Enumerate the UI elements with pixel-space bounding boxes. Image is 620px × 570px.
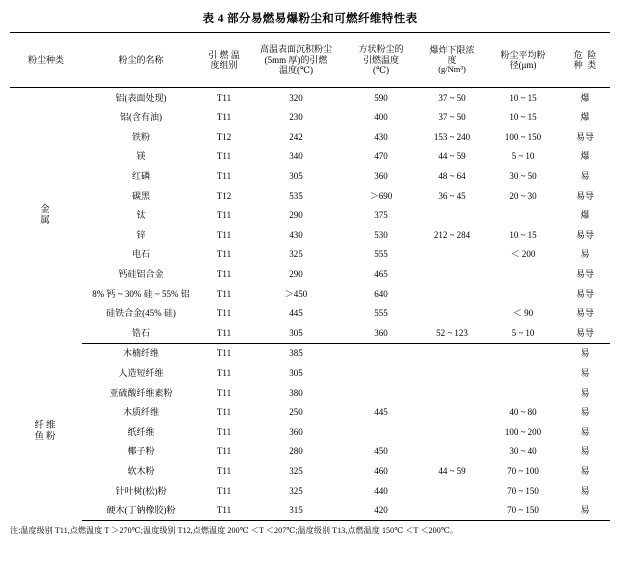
table-row: [10, 383, 610, 403]
cell-temp-group: T11: [216, 387, 232, 398]
table-row: [10, 461, 610, 481]
cell-lel: [418, 264, 486, 284]
cell-temp-group: T11: [216, 229, 232, 240]
cell-deposit-temp: 305: [289, 367, 303, 378]
cell-diameter: 10 ~ 15: [509, 112, 537, 123]
col-header-deposit-ignition-temp: [248, 33, 344, 88]
cell-cloud-temp: 430: [374, 131, 388, 142]
cell-dust-name: 锌: [136, 229, 146, 240]
col-header-mean-diameter: [486, 33, 560, 88]
category-cell-fiber: [10, 343, 82, 520]
cell-temp-group: T11: [216, 485, 232, 496]
dust-properties-table: [10, 32, 610, 521]
cell-temp-group: T11: [216, 348, 232, 359]
category-metal-line2: 属: [40, 215, 52, 226]
cell-diameter: [486, 264, 560, 284]
cell-deposit-temp: 230: [289, 112, 303, 123]
cell-hazard: 易: [580, 426, 590, 437]
cell-diameter: 70 ~ 100: [507, 465, 539, 476]
cell-hazard: 易: [580, 485, 590, 496]
category-fiber-line2: 鱼粉: [34, 431, 58, 442]
col-header-deposit-line2: (5mm 厚)的引燃: [264, 54, 328, 65]
cell-lel: [418, 363, 486, 383]
cell-lel: 44 ~ 59: [438, 151, 466, 162]
cell-diameter: 30 ~ 50: [509, 171, 537, 181]
category-fiber-line1: 纤维: [34, 420, 58, 431]
cell-cloud-temp: 450: [374, 446, 388, 457]
cell-dust-name: 8% 钙 ~ 30% 硅 ~ 55% 铝: [92, 288, 190, 299]
cell-lel: 48 ~ 64: [438, 171, 466, 181]
cell-cloud-temp: 470: [374, 151, 388, 162]
cell-diameter: [486, 383, 560, 403]
table-body-metals: [10, 88, 610, 344]
table-row: [10, 147, 610, 167]
cell-hazard: 易导: [575, 308, 594, 319]
table-row: [10, 481, 610, 501]
cell-cloud-temp: 445: [374, 407, 388, 418]
cell-cloud-temp: 360: [344, 323, 418, 343]
cell-diameter: [486, 363, 560, 383]
cell-deposit-temp: 250: [289, 407, 303, 418]
cell-diameter: ＜ 90: [512, 308, 534, 319]
table-caption: 表 4 部分易燃易爆粉尘和可燃纤维特性表: [202, 13, 418, 25]
cell-hazard: 易: [580, 387, 590, 398]
cell-deposit-temp: 385: [289, 348, 303, 359]
table-row: [10, 500, 610, 520]
table-row: [10, 206, 610, 226]
cell-deposit-temp: 315: [248, 500, 344, 520]
cell-hazard: 爆: [580, 210, 590, 221]
cell-lel: [418, 245, 486, 265]
cell-diameter: [486, 284, 560, 304]
cell-dust-name: 软木粉: [127, 465, 155, 476]
cell-dust-name: 针叶树(松)粉: [115, 485, 167, 496]
cell-diameter: 70 ~ 150: [486, 500, 560, 520]
col-header-hazard-line2: [560, 60, 610, 70]
col-header-dust-category: [10, 33, 82, 88]
cell-diameter: 5 ~ 10: [486, 323, 560, 343]
cell-dust-name: 电石: [131, 249, 150, 260]
cell-temp-group: T12: [216, 190, 232, 201]
cell-cloud-temp: 360: [374, 171, 388, 181]
cell-dust-name: 亚硫酸纤维素粉: [109, 387, 173, 398]
cell-diameter: ＜ 200: [510, 249, 536, 260]
cell-deposit-temp: 290: [289, 268, 303, 279]
cell-deposit-temp: 320: [289, 92, 303, 103]
table-row: [10, 422, 610, 442]
cell-hazard: 易导: [560, 323, 610, 343]
cell-deposit-temp: 360: [289, 426, 303, 437]
cell-hazard: 易: [580, 348, 590, 359]
table-row: [10, 264, 610, 284]
cell-cloud-temp: [344, 383, 418, 403]
cell-lel: [418, 284, 486, 304]
cell-temp-group: T11: [216, 446, 232, 457]
cell-temp-group: T11: [216, 268, 232, 279]
cell-lel: 212 ~ 284: [433, 229, 471, 240]
cell-temp-group: T11: [216, 465, 232, 476]
table-row: [10, 403, 610, 423]
cell-deposit-temp: 242: [289, 131, 303, 142]
cell-cloud-temp: 465: [374, 268, 388, 279]
table-header: [10, 33, 610, 88]
cell-lel: [418, 343, 486, 363]
cell-cloud-temp: 590: [374, 92, 388, 103]
col-header-temp-group-line2: 度组别: [210, 60, 238, 70]
cell-dust-name: 木质纤维: [122, 407, 159, 418]
cell-temp-group: T11: [200, 500, 248, 520]
cell-diameter: [486, 206, 560, 226]
cell-dust-name: 锆石: [82, 323, 200, 343]
cell-cloud-temp: 440: [374, 485, 388, 496]
table-row: [10, 323, 610, 343]
col-header-lel-unit: (g/Nm³): [438, 64, 466, 75]
category-metal-line1: 金: [40, 204, 52, 215]
col-header-dust-name-line1: 粉尘的名称: [118, 54, 164, 65]
col-header-cloud-line2: 引燃温度: [362, 54, 399, 65]
table-row: [10, 186, 610, 206]
cell-cloud-temp: 640: [374, 288, 388, 299]
cell-deposit-temp: 305: [248, 323, 344, 343]
cell-lel: [418, 500, 486, 520]
cell-dust-name: 钛: [136, 210, 146, 221]
table-row: [10, 245, 610, 265]
cell-dust-name: 椰子粉: [127, 446, 155, 457]
table-body-fibers: [10, 343, 610, 520]
header-row: [10, 33, 610, 88]
col-header-lel-line1: 爆炸下限浓: [429, 44, 475, 55]
table-row: [10, 442, 610, 462]
cell-deposit-temp: 325: [289, 485, 303, 496]
cell-hazard: 易: [560, 500, 610, 520]
col-header-hazard-type: [560, 33, 610, 88]
col-header-lel-line2: 度: [447, 55, 457, 66]
cell-diameter: 10 ~ 15: [509, 229, 537, 240]
hazard-header-char-2: 险: [587, 49, 597, 60]
cell-temp-group: T11: [216, 151, 232, 162]
cell-deposit-temp: 325: [289, 249, 303, 260]
hazard-header-char-3: 种: [573, 60, 583, 70]
cell-hazard: 爆: [580, 151, 590, 162]
col-header-diameter-line1: 粉尘平均粉: [500, 49, 546, 60]
table-footnote: 注:温度级别 T11,点燃温度 T ＞270℃;温度级别 T12,点燃温度 200℃ ＜T ＜207℃;温度级别 T13,点燃温度 150℃ ＜T ＜200℃。: [10, 526, 458, 536]
cell-lel: 36 ~ 45: [438, 190, 466, 201]
cell-lel: [418, 383, 486, 403]
cell-deposit-temp: 325: [289, 465, 303, 476]
cell-diameter: 5 ~ 10: [511, 151, 535, 162]
cell-temp-group: T11: [216, 308, 232, 319]
cell-lel: [418, 206, 486, 226]
col-header-cloud-ignition-temp: [344, 33, 418, 88]
cell-hazard: 易: [580, 171, 590, 181]
cell-lel: 37 ~ 50: [438, 112, 466, 123]
cell-hazard: 易导: [575, 229, 594, 240]
cell-cloud-temp: [344, 422, 418, 442]
col-header-dust-category-line1: 粉尘种类: [27, 54, 64, 65]
cell-diameter: 100 ~ 150: [504, 131, 542, 142]
cell-cloud-temp: 530: [374, 229, 388, 240]
category-cell-metal: [10, 88, 82, 344]
col-header-diameter-line2: 径(μm): [509, 60, 537, 70]
cell-dust-name: 硬木(丁钠橡胶)粉: [82, 500, 200, 520]
cell-diameter: 70 ~ 150: [507, 485, 539, 496]
cell-dust-name: 镁: [136, 151, 146, 162]
cell-temp-group: T11: [216, 171, 232, 181]
cell-diameter: 40 ~ 80: [509, 407, 537, 418]
cell-hazard: 爆: [580, 92, 590, 103]
cell-deposit-temp: 280: [289, 446, 303, 457]
table-row: [10, 225, 610, 245]
cell-temp-group: T11: [216, 210, 232, 221]
cell-hazard: 易导: [575, 190, 594, 201]
col-header-cloud-line1: 方状粉尘的: [358, 44, 404, 55]
col-header-temp-group-line1: 引 燃 温: [208, 49, 240, 60]
cell-temp-group: T11: [216, 112, 232, 123]
cell-dust-name: 铝(表面处现): [115, 92, 167, 103]
table-row: [10, 363, 610, 383]
cell-cloud-temp: [344, 363, 418, 383]
cell-lel: [418, 422, 486, 442]
cell-cloud-temp: 420: [344, 500, 418, 520]
cell-dust-name: 铝(含有油): [120, 112, 162, 123]
cell-cloud-temp: 460: [374, 465, 388, 476]
cell-deposit-temp: 290: [289, 210, 303, 221]
cell-cloud-temp: 400: [374, 112, 388, 123]
cell-temp-group: T11: [216, 367, 232, 378]
cell-lel: 37 ~ 50: [438, 92, 466, 103]
cell-hazard: 易导: [575, 268, 594, 279]
cell-hazard: 易: [580, 249, 590, 260]
cell-dust-name: 碳黑: [131, 190, 150, 201]
table-row: [10, 88, 610, 108]
cell-cloud-temp: [344, 343, 418, 363]
col-header-explosion-lower-limit: [418, 33, 486, 88]
cell-hazard: 易: [580, 367, 590, 378]
cell-temp-group: T11: [200, 323, 248, 343]
hazard-header-char-4: 类: [587, 60, 597, 70]
cell-deposit-temp: 305: [289, 171, 303, 181]
cell-temp-group: T11: [216, 249, 232, 260]
col-header-cloud-line3: (℃): [372, 65, 390, 76]
cell-deposit-temp: ＞450: [284, 288, 308, 299]
cell-lel: 44 ~ 59: [438, 465, 466, 476]
cell-diameter: 30 ~ 40: [509, 446, 537, 457]
col-header-deposit-line1: 高温表面沉积粉尘: [259, 44, 332, 55]
cell-cloud-temp: ＞690: [369, 190, 393, 201]
cell-lel: 52 ~ 123: [418, 323, 486, 343]
table-row: [10, 166, 610, 186]
cell-hazard: 易: [580, 465, 590, 476]
cell-temp-group: T11: [216, 288, 232, 299]
cell-deposit-temp: 380: [289, 387, 303, 398]
cell-dust-name: 钙硅铝合金: [118, 268, 164, 279]
cell-lel: [418, 403, 486, 423]
cell-dust-name: 铁粉: [131, 131, 150, 142]
col-header-hazard-line1: [560, 50, 610, 60]
cell-diameter: 20 ~ 30: [509, 190, 537, 201]
cell-temp-group: T11: [216, 92, 232, 103]
table-row: [10, 343, 610, 363]
cell-diameter: 10 ~ 15: [509, 92, 537, 103]
cell-dust-name: 纸纤维: [127, 426, 155, 437]
cell-dust-name: 人造短纤维: [118, 367, 164, 378]
cell-hazard: 易: [580, 407, 590, 418]
table-row: [10, 108, 610, 128]
table-row: [10, 284, 610, 304]
cell-hazard: 易导: [575, 131, 594, 142]
table-row: [10, 127, 610, 147]
cell-hazard: 易: [580, 446, 590, 457]
col-header-temp-group: [200, 33, 248, 88]
cell-hazard: 易导: [575, 288, 594, 299]
cell-deposit-temp: 535: [289, 190, 303, 201]
cell-hazard: 爆: [580, 112, 590, 123]
col-header-dust-name: [82, 33, 200, 88]
cell-lel: [418, 304, 486, 324]
hazard-header-char-1: 危: [573, 49, 583, 60]
cell-diameter: [486, 343, 560, 363]
col-header-deposit-line3: 温度(℃): [278, 65, 314, 76]
cell-temp-group: T11: [216, 426, 232, 437]
cell-deposit-temp: 430: [289, 229, 303, 240]
cell-deposit-temp: 445: [289, 308, 303, 319]
cell-temp-group: T11: [216, 407, 232, 418]
cell-temp-group: T12: [216, 131, 232, 142]
cell-lel: [418, 442, 486, 462]
cell-deposit-temp: 340: [289, 151, 303, 162]
cell-cloud-temp: 555: [374, 249, 388, 260]
cell-dust-name: 木楠纤维: [122, 348, 159, 359]
cell-lel: [418, 481, 486, 501]
cell-dust-name: 硅铁合金(45% 硅): [106, 308, 176, 319]
cell-cloud-temp: 375: [374, 210, 388, 221]
table-row: [10, 304, 610, 324]
cell-lel: 153 ~ 240: [433, 131, 471, 142]
cell-diameter: 100 ~ 200: [504, 426, 542, 437]
cell-dust-name: 红磷: [131, 171, 150, 181]
cell-cloud-temp: 555: [374, 308, 388, 319]
